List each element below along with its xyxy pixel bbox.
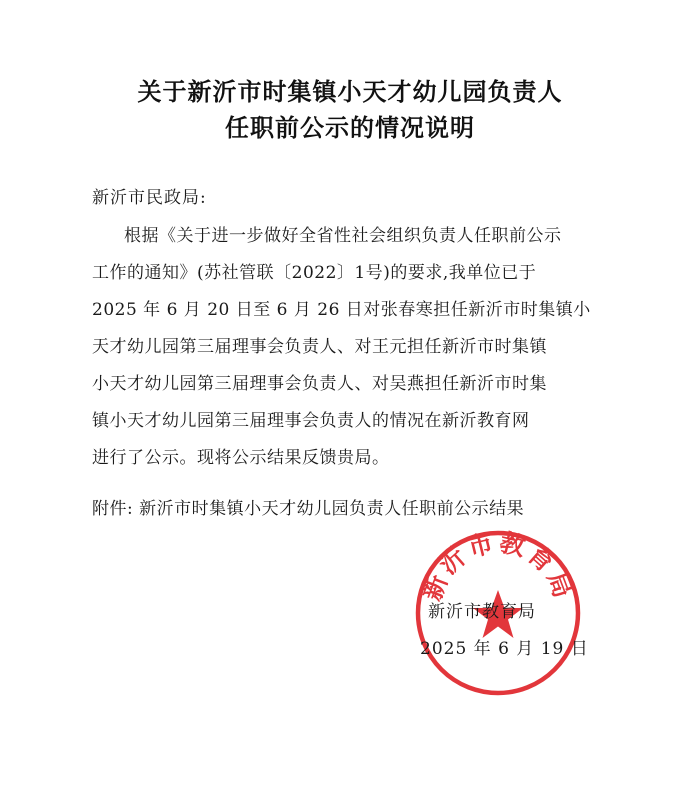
body-line: 进行了公示。现将公示结果反馈贵局。 xyxy=(92,448,390,468)
body-line: 根据《关于进一步做好全省性社会组织负责人任职前公示 xyxy=(124,226,562,246)
document-title-line-2: 任职前公示的情况说明 xyxy=(225,114,475,142)
body-line: 2025 年 6 月 20 日至 6 月 26 日对张春寒担任新沂市时集镇小 xyxy=(92,300,591,320)
body-line: 镇小天才幼儿园第三届理事会负责人的情况在新沂教育网 xyxy=(92,411,530,431)
attachment-line: 附件: 新沂市时集镇小天才幼儿园负责人任职前公示结果 xyxy=(92,499,525,519)
salutation: 新沂市民政局: xyxy=(92,188,207,208)
body-line: 工作的通知》(苏社管联〔2022〕1号)的要求,我单位已于 xyxy=(92,263,537,283)
signature-date: 2025 年 6 月 19 日 xyxy=(420,639,589,659)
body-line: 小天才幼儿园第三届理事会负责人、对吴燕担任新沂市时集 xyxy=(92,374,547,394)
seal-text: 新沂市教育局 xyxy=(417,528,579,605)
document-title-line-1: 关于新沂市时集镇小天才幼儿园负责人 xyxy=(137,78,563,106)
signature-organization: 新沂市教育局 xyxy=(428,602,536,622)
body-line: 天才幼儿园第三届理事会负责人、对王元担任新沂市时集镇 xyxy=(92,337,547,357)
